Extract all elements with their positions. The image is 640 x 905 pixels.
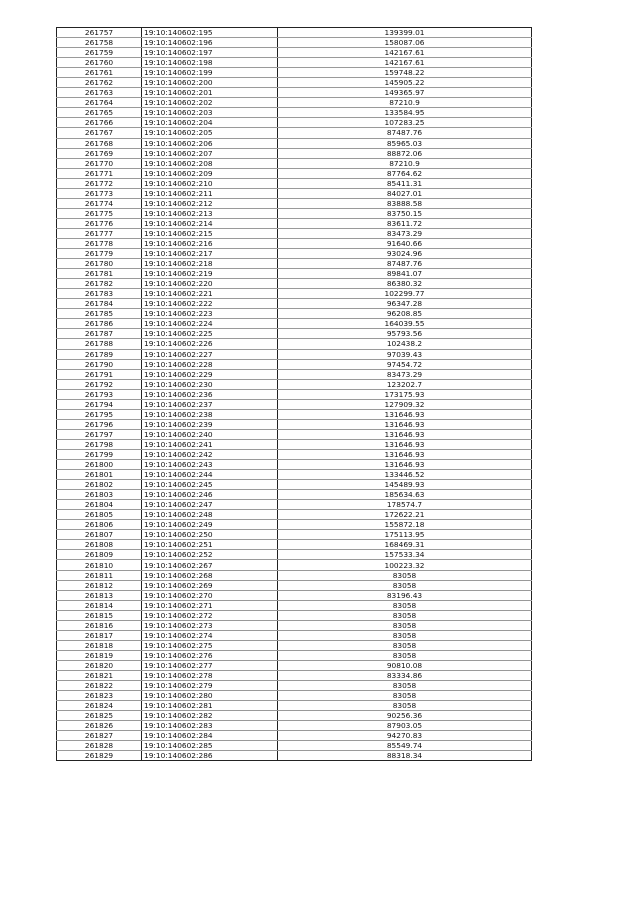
table-row [57, 751, 532, 761]
table-row [57, 460, 532, 470]
value-cell: 96347.28 [278, 299, 532, 309]
table-row [57, 289, 532, 299]
table-row [57, 550, 532, 560]
cadastral-number-cell: 19:10:140602:245 [142, 480, 278, 490]
cadastral-number-cell: 19:10:140602:250 [142, 530, 278, 540]
table-row [57, 399, 532, 409]
value-cell: 87487.76 [278, 259, 532, 269]
table-row [57, 681, 532, 691]
cadastral-number-cell: 19:10:140602:270 [142, 590, 278, 600]
row-id-cell: 261778 [57, 238, 142, 248]
table-row [57, 98, 532, 108]
table-row [57, 38, 532, 48]
table-row [57, 279, 532, 289]
value-cell: 97039.43 [278, 349, 532, 359]
cadastral-number-cell: 19:10:140602:224 [142, 319, 278, 329]
table-row [57, 78, 532, 88]
table-row [57, 238, 532, 248]
table-row [57, 419, 532, 429]
value-cell: 84027.01 [278, 188, 532, 198]
cadastral-number-cell: 19:10:140602:217 [142, 249, 278, 259]
row-id-cell: 261768 [57, 138, 142, 148]
table-row [57, 349, 532, 359]
cadastral-number-cell: 19:10:140602:240 [142, 429, 278, 439]
table-row [57, 510, 532, 520]
row-id-cell: 261819 [57, 650, 142, 660]
table-row [57, 520, 532, 530]
row-id-cell: 261787 [57, 329, 142, 339]
table-row [57, 359, 532, 369]
row-id-cell: 261790 [57, 359, 142, 369]
row-id-cell: 261779 [57, 249, 142, 259]
row-id-cell: 261771 [57, 168, 142, 178]
cadastral-number-cell: 19:10:140602:283 [142, 721, 278, 731]
value-cell: 159748.22 [278, 68, 532, 78]
table-row [57, 309, 532, 319]
row-id-cell: 261808 [57, 540, 142, 550]
row-id-cell: 261796 [57, 419, 142, 429]
table-row [57, 711, 532, 721]
table-row [57, 671, 532, 681]
table-row [57, 28, 532, 38]
row-id-cell: 261782 [57, 279, 142, 289]
row-id-cell: 261820 [57, 660, 142, 670]
table-row [57, 218, 532, 228]
row-id-cell: 261770 [57, 158, 142, 168]
value-cell: 90810.08 [278, 660, 532, 670]
cadastral-number-cell: 19:10:140602:208 [142, 158, 278, 168]
cadastral-number-cell: 19:10:140602:222 [142, 299, 278, 309]
value-cell: 123202.7 [278, 379, 532, 389]
value-cell: 83058 [278, 610, 532, 620]
value-cell: 83750.15 [278, 208, 532, 218]
table-row [57, 88, 532, 98]
row-id-cell: 261769 [57, 148, 142, 158]
cadastral-number-cell: 19:10:140602:238 [142, 409, 278, 419]
value-cell: 86380.32 [278, 279, 532, 289]
value-cell: 83058 [278, 570, 532, 580]
value-cell: 172622.21 [278, 510, 532, 520]
row-id-cell: 261774 [57, 198, 142, 208]
row-id-cell: 261829 [57, 751, 142, 761]
table-row [57, 691, 532, 701]
cadastral-number-cell: 19:10:140602:199 [142, 68, 278, 78]
value-cell: 83058 [278, 640, 532, 650]
row-id-cell: 261801 [57, 470, 142, 480]
table-row [57, 570, 532, 580]
cadastral-number-cell: 19:10:140602:220 [142, 279, 278, 289]
row-id-cell: 261814 [57, 600, 142, 610]
value-cell: 83473.29 [278, 228, 532, 238]
value-cell: 95793.56 [278, 329, 532, 339]
row-id-cell: 261794 [57, 399, 142, 409]
row-id-cell: 261818 [57, 640, 142, 650]
value-cell: 164039.55 [278, 319, 532, 329]
value-cell: 83058 [278, 580, 532, 590]
table-row [57, 470, 532, 480]
row-id-cell: 261800 [57, 460, 142, 470]
value-cell: 96208.85 [278, 309, 532, 319]
row-id-cell: 261795 [57, 409, 142, 419]
table-row [57, 500, 532, 510]
row-id-cell: 261827 [57, 731, 142, 741]
row-id-cell: 261777 [57, 228, 142, 238]
cadastral-number-cell: 19:10:140602:211 [142, 188, 278, 198]
table-row [57, 731, 532, 741]
table-row [57, 108, 532, 118]
table-row [57, 721, 532, 731]
table-row [57, 178, 532, 188]
value-cell: 131646.93 [278, 460, 532, 470]
value-cell: 102438.2 [278, 339, 532, 349]
row-id-cell: 261764 [57, 98, 142, 108]
value-cell: 131646.93 [278, 449, 532, 459]
cadastral-number-cell: 19:10:140602:273 [142, 620, 278, 630]
cadastral-number-cell: 19:10:140602:207 [142, 148, 278, 158]
row-id-cell: 261760 [57, 58, 142, 68]
row-id-cell: 261791 [57, 369, 142, 379]
row-id-cell: 261786 [57, 319, 142, 329]
value-cell: 87764.62 [278, 168, 532, 178]
table-row [57, 540, 532, 550]
value-cell: 85965.03 [278, 138, 532, 148]
cadastral-number-cell: 19:10:140602:228 [142, 359, 278, 369]
row-id-cell: 261788 [57, 339, 142, 349]
cadastral-number-cell: 19:10:140602:195 [142, 28, 278, 38]
value-cell: 83058 [278, 600, 532, 610]
row-id-cell: 261776 [57, 218, 142, 228]
table-row [57, 249, 532, 259]
table-row [57, 480, 532, 490]
row-id-cell: 261824 [57, 701, 142, 711]
row-id-cell: 261822 [57, 681, 142, 691]
row-id-cell: 261807 [57, 530, 142, 540]
table-row [57, 409, 532, 419]
cadastral-number-cell: 19:10:140602:197 [142, 48, 278, 58]
cadastral-number-cell: 19:10:140602:227 [142, 349, 278, 359]
value-cell: 133584.95 [278, 108, 532, 118]
cadastral-number-cell: 19:10:140602:226 [142, 339, 278, 349]
cadastral-number-cell: 19:10:140602:203 [142, 108, 278, 118]
table-row [57, 299, 532, 309]
value-cell: 88318.34 [278, 751, 532, 761]
cadastral-number-cell: 19:10:140602:243 [142, 460, 278, 470]
value-cell: 157533.34 [278, 550, 532, 560]
row-id-cell: 261802 [57, 480, 142, 490]
table-row [57, 560, 532, 570]
cadastral-number-cell: 19:10:140602:246 [142, 490, 278, 500]
cadastral-number-cell: 19:10:140602:223 [142, 309, 278, 319]
cadastral-number-cell: 19:10:140602:249 [142, 520, 278, 530]
value-cell: 149365.97 [278, 88, 532, 98]
row-id-cell: 261817 [57, 630, 142, 640]
cadastral-number-cell: 19:10:140602:229 [142, 369, 278, 379]
table-row [57, 429, 532, 439]
cadastral-number-cell: 19:10:140602:276 [142, 650, 278, 660]
cadastral-number-cell: 19:10:140602:202 [142, 98, 278, 108]
cadastral-number-cell: 19:10:140602:252 [142, 550, 278, 560]
value-cell: 83058 [278, 681, 532, 691]
value-cell: 133446.52 [278, 470, 532, 480]
row-id-cell: 261798 [57, 439, 142, 449]
cadastral-number-cell: 19:10:140602:236 [142, 389, 278, 399]
cadastral-number-cell: 19:10:140602:285 [142, 741, 278, 751]
row-id-cell: 261758 [57, 38, 142, 48]
value-cell: 87210.9 [278, 98, 532, 108]
table-row [57, 188, 532, 198]
value-cell: 83334.86 [278, 671, 532, 681]
value-cell: 90256.36 [278, 711, 532, 721]
cadastral-number-cell: 19:10:140602:278 [142, 671, 278, 681]
cadastral-number-cell: 19:10:140602:275 [142, 640, 278, 650]
table-row [57, 168, 532, 178]
row-id-cell: 261793 [57, 389, 142, 399]
row-id-cell: 261757 [57, 28, 142, 38]
cadastral-number-cell: 19:10:140602:280 [142, 691, 278, 701]
cadastral-number-cell: 19:10:140602:284 [142, 731, 278, 741]
cadastral-number-cell: 19:10:140602:239 [142, 419, 278, 429]
table-row [57, 128, 532, 138]
table-row [57, 530, 532, 540]
table-row [57, 580, 532, 590]
cadastral-number-cell: 19:10:140602:241 [142, 439, 278, 449]
cadastral-number-cell: 19:10:140602:205 [142, 128, 278, 138]
table-body [57, 28, 532, 761]
table-row [57, 68, 532, 78]
cadastral-number-cell: 19:10:140602:198 [142, 58, 278, 68]
cadastral-number-cell: 19:10:140602:216 [142, 238, 278, 248]
table-row [57, 650, 532, 660]
data-table [56, 27, 532, 761]
table-row [57, 228, 532, 238]
table-row [57, 369, 532, 379]
value-cell: 102299.77 [278, 289, 532, 299]
value-cell: 85549.74 [278, 741, 532, 751]
cadastral-number-cell: 19:10:140602:200 [142, 78, 278, 88]
value-cell: 83611.72 [278, 218, 532, 228]
table-row [57, 329, 532, 339]
row-id-cell: 261813 [57, 590, 142, 600]
row-id-cell: 261767 [57, 128, 142, 138]
cadastral-number-cell: 19:10:140602:282 [142, 711, 278, 721]
value-cell: 87210.9 [278, 158, 532, 168]
value-cell: 83888.58 [278, 198, 532, 208]
row-id-cell: 261785 [57, 309, 142, 319]
cadastral-number-cell: 19:10:140602:214 [142, 218, 278, 228]
table-row [57, 660, 532, 670]
row-id-cell: 261762 [57, 78, 142, 88]
row-id-cell: 261826 [57, 721, 142, 731]
table-row [57, 319, 532, 329]
table-row [57, 339, 532, 349]
cadastral-number-cell: 19:10:140602:267 [142, 560, 278, 570]
row-id-cell: 261789 [57, 349, 142, 359]
value-cell: 155872.18 [278, 520, 532, 530]
value-cell: 158087.06 [278, 38, 532, 48]
value-cell: 83058 [278, 630, 532, 640]
cadastral-number-cell: 19:10:140602:201 [142, 88, 278, 98]
table-row [57, 379, 532, 389]
row-id-cell: 261784 [57, 299, 142, 309]
value-cell: 168469.31 [278, 540, 532, 550]
value-cell: 83058 [278, 620, 532, 630]
value-cell: 142167.61 [278, 48, 532, 58]
table-row [57, 630, 532, 640]
table-row [57, 741, 532, 751]
table-row [57, 389, 532, 399]
row-id-cell: 261763 [57, 88, 142, 98]
row-id-cell: 261797 [57, 429, 142, 439]
table-row [57, 138, 532, 148]
table-row [57, 590, 532, 600]
value-cell: 94270.83 [278, 731, 532, 741]
value-cell: 87903.05 [278, 721, 532, 731]
table-row [57, 449, 532, 459]
cadastral-number-cell: 19:10:140602:286 [142, 751, 278, 761]
cadastral-number-cell: 19:10:140602:248 [142, 510, 278, 520]
cadastral-number-cell: 19:10:140602:204 [142, 118, 278, 128]
cadastral-number-cell: 19:10:140602:269 [142, 580, 278, 590]
cadastral-number-cell: 19:10:140602:242 [142, 449, 278, 459]
row-id-cell: 261812 [57, 580, 142, 590]
table-row [57, 610, 532, 620]
value-cell: 131646.93 [278, 429, 532, 439]
row-id-cell: 261761 [57, 68, 142, 78]
value-cell: 185634.63 [278, 490, 532, 500]
table-row [57, 208, 532, 218]
row-id-cell: 261816 [57, 620, 142, 630]
row-id-cell: 261806 [57, 520, 142, 530]
value-cell: 83058 [278, 650, 532, 660]
value-cell: 178574.7 [278, 500, 532, 510]
row-id-cell: 261765 [57, 108, 142, 118]
row-id-cell: 261821 [57, 671, 142, 681]
cadastral-number-cell: 19:10:140602:244 [142, 470, 278, 480]
cadastral-number-cell: 19:10:140602:219 [142, 269, 278, 279]
table-row [57, 269, 532, 279]
row-id-cell: 261823 [57, 691, 142, 701]
cadastral-number-cell: 19:10:140602:237 [142, 399, 278, 409]
value-cell: 131646.93 [278, 409, 532, 419]
row-id-cell: 261766 [57, 118, 142, 128]
cadastral-number-cell: 19:10:140602:247 [142, 500, 278, 510]
cadastral-number-cell: 19:10:140602:206 [142, 138, 278, 148]
value-cell: 87487.76 [278, 128, 532, 138]
table-row [57, 148, 532, 158]
cadastral-number-cell: 19:10:140602:210 [142, 178, 278, 188]
value-cell: 107283.25 [278, 118, 532, 128]
table-row [57, 198, 532, 208]
row-id-cell: 261799 [57, 449, 142, 459]
value-cell: 127909.32 [278, 399, 532, 409]
table-row [57, 701, 532, 711]
table-row [57, 439, 532, 449]
cadastral-number-cell: 19:10:140602:196 [142, 38, 278, 48]
row-id-cell: 261810 [57, 560, 142, 570]
cadastral-number-cell: 19:10:140602:221 [142, 289, 278, 299]
row-id-cell: 261811 [57, 570, 142, 580]
cadastral-number-cell: 19:10:140602:268 [142, 570, 278, 580]
value-cell: 93024.96 [278, 249, 532, 259]
value-cell: 173175.93 [278, 389, 532, 399]
value-cell: 88872.06 [278, 148, 532, 158]
row-id-cell: 261772 [57, 178, 142, 188]
cadastral-number-cell: 19:10:140602:274 [142, 630, 278, 640]
cadastral-number-cell: 19:10:140602:272 [142, 610, 278, 620]
table-row [57, 158, 532, 168]
row-id-cell: 261792 [57, 379, 142, 389]
value-cell: 131646.93 [278, 439, 532, 449]
value-cell: 85411.31 [278, 178, 532, 188]
value-cell: 97454.72 [278, 359, 532, 369]
value-cell: 91640.66 [278, 238, 532, 248]
table-row [57, 48, 532, 58]
value-cell: 83058 [278, 691, 532, 701]
row-id-cell: 261805 [57, 510, 142, 520]
cadastral-number-cell: 19:10:140602:213 [142, 208, 278, 218]
value-cell: 145905.22 [278, 78, 532, 88]
value-cell: 83196.43 [278, 590, 532, 600]
row-id-cell: 261775 [57, 208, 142, 218]
cadastral-number-cell: 19:10:140602:209 [142, 168, 278, 178]
value-cell: 83058 [278, 701, 532, 711]
row-id-cell: 261773 [57, 188, 142, 198]
cadastral-number-cell: 19:10:140602:277 [142, 660, 278, 670]
row-id-cell: 261815 [57, 610, 142, 620]
value-cell: 145489.93 [278, 480, 532, 490]
value-cell: 175113.95 [278, 530, 532, 540]
value-cell: 89841.07 [278, 269, 532, 279]
table-row [57, 58, 532, 68]
table-row [57, 490, 532, 500]
row-id-cell: 261828 [57, 741, 142, 751]
cadastral-number-cell: 19:10:140602:230 [142, 379, 278, 389]
value-cell: 83473.29 [278, 369, 532, 379]
row-id-cell: 261781 [57, 269, 142, 279]
table-row [57, 259, 532, 269]
row-id-cell: 261803 [57, 490, 142, 500]
cadastral-number-cell: 19:10:140602:225 [142, 329, 278, 339]
cadastral-number-cell: 19:10:140602:212 [142, 198, 278, 208]
table-row [57, 640, 532, 650]
value-cell: 131646.93 [278, 419, 532, 429]
row-id-cell: 261783 [57, 289, 142, 299]
cadastral-number-cell: 19:10:140602:215 [142, 228, 278, 238]
cadastral-number-cell: 19:10:140602:279 [142, 681, 278, 691]
value-cell: 139399.01 [278, 28, 532, 38]
table-row [57, 620, 532, 630]
row-id-cell: 261804 [57, 500, 142, 510]
row-id-cell: 261809 [57, 550, 142, 560]
row-id-cell: 261759 [57, 48, 142, 58]
cadastral-number-cell: 19:10:140602:271 [142, 600, 278, 610]
table-row [57, 600, 532, 610]
table-row [57, 118, 532, 128]
cadastral-number-cell: 19:10:140602:218 [142, 259, 278, 269]
value-cell: 100223.32 [278, 560, 532, 570]
row-id-cell: 261825 [57, 711, 142, 721]
row-id-cell: 261780 [57, 259, 142, 269]
cadastral-number-cell: 19:10:140602:251 [142, 540, 278, 550]
value-cell: 142167.61 [278, 58, 532, 68]
cadastral-number-cell: 19:10:140602:281 [142, 701, 278, 711]
